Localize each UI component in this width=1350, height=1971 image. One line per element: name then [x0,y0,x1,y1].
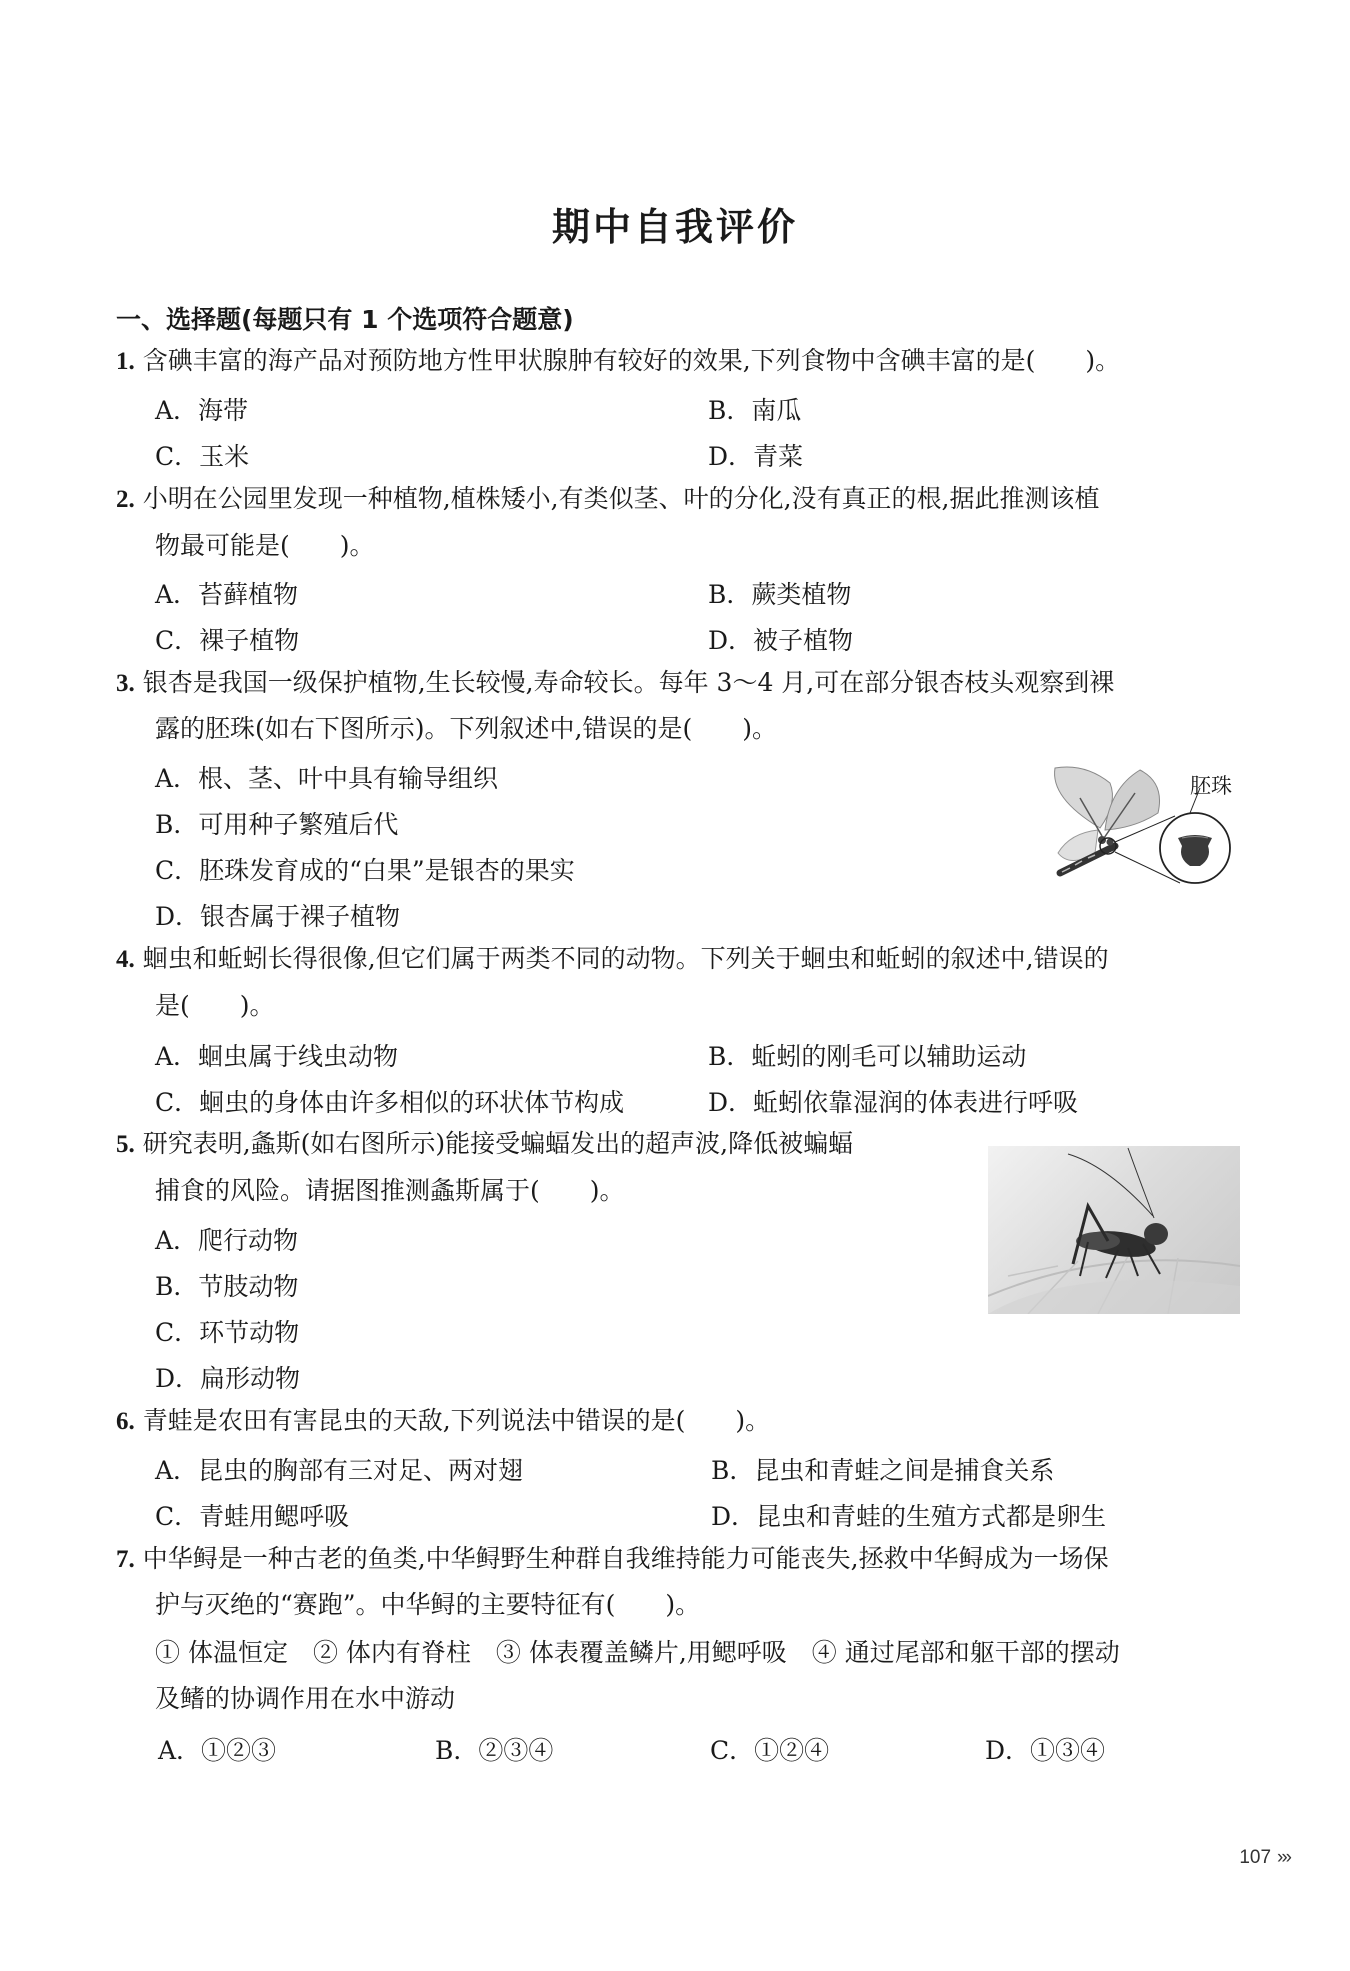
question-number: 3. [116,670,135,697]
page-number: 107 [1239,1847,1272,1868]
option-a[interactable]: A．爬行动物 [155,1226,299,1255]
ginkgo-ovule-figure [1040,758,1240,908]
option-d[interactable]: D．银杏属于裸子植物 [155,902,401,931]
option-a[interactable]: A．根、茎、叶中具有输导组织 [155,764,499,793]
question-text: 中华鲟是一种古老的鱼类,中华鲟野生种群自我维持能力可能丧失,拯救中华鲟成为一场保 [142,1544,1109,1573]
question-number: 1. [116,348,135,375]
option-a[interactable]: A．蛔虫属于线虫动物 [155,1042,399,1071]
option-c[interactable]: C．青蛙用鳃呼吸 [155,1502,350,1531]
option-c[interactable]: C．①②④ [710,1736,830,1765]
option-c[interactable]: C．胚珠发育成的“白果”是银杏的果实 [155,856,575,885]
statement-list-continued: 及鳍的协调作用在水中游动 [155,1684,456,1713]
figure-label-ovule: 胚珠 [1190,774,1232,798]
question-text-line: 是( )。 [155,991,275,1020]
option-b[interactable]: B．蚯蚓的刚毛可以辅助运动 [708,1042,1027,1071]
question-1 [116,345,1120,378]
page-footer [1239,1847,1290,1869]
option-a[interactable]: A．昆虫的胸部有三对足、两对翅 [155,1456,524,1485]
option-b[interactable]: B．蕨类植物 [708,580,852,609]
question-text: 蛔虫和蚯蚓长得很像,但它们属于两类不同的动物。下列关于蛔虫和蚯蚓的叙述中,错误的 [142,944,1109,973]
option-d[interactable]: D．昆虫和青蛙的生殖方式都是卵生 [711,1502,1107,1531]
question-text: 银杏是我国一级保护植物,生长较慢,寿命较长。每年 3～4 月,可在部分银杏枝头观察到裸 [142,668,1115,697]
option-c[interactable]: C．裸子植物 [155,626,300,655]
option-d[interactable]: D．被子植物 [708,626,854,655]
option-b[interactable]: B．②③④ [435,1736,554,1765]
option-b[interactable]: B．南瓜 [708,396,802,425]
statement-list: ① 体温恒定 ② 体内有脊柱 ③ 体表覆盖鳞片,用鳃呼吸 ④ 通过尾部和躯干部的摆动 [155,1638,1120,1667]
question-3 [116,667,1114,700]
option-d[interactable]: D．蚯蚓依靠湿润的体表进行呼吸 [708,1088,1079,1117]
option-d[interactable]: D．①③④ [985,1736,1106,1765]
section-heading: 一、选择题(每题只有 1 个选项符合题意) [116,305,574,334]
option-c[interactable]: C．环节动物 [155,1318,300,1347]
question-number: 5. [116,1131,135,1158]
question-text-line: 物最可能是( )。 [155,531,375,560]
question-text-line: 护与灭绝的“赛跑”。中华鲟的主要特征有( )。 [155,1590,701,1619]
chevron-right-icon: ››› [1277,1847,1290,1868]
option-b[interactable]: B．可用种子繁殖后代 [155,810,399,839]
question-number: 6. [116,1408,135,1435]
page-title: 期中自我评价 [551,205,798,249]
question-text: 小明在公园里发现一种植物,植株矮小,有类似茎、叶的分化,没有真正的根,据此推测该植 [142,484,1100,513]
question-2 [116,483,1100,516]
question-number: 7. [116,1546,135,1573]
question-text: 研究表明,螽斯(如右图所示)能接受蝙蝠发出的超声波,降低被蝙蝠 [142,1129,854,1158]
option-d[interactable]: D．扁形动物 [155,1364,301,1393]
option-b[interactable]: B．节肢动物 [155,1272,299,1301]
question-text-line: 露的胚珠(如右下图所示)。下列叙述中,错误的是( )。 [155,714,777,743]
question-5 [116,1128,853,1161]
option-a[interactable]: A．海带 [155,396,249,425]
question-text-line: 捕食的风险。请据图推测螽斯属于( )。 [155,1176,625,1205]
katydid-photo [988,1146,1240,1314]
katydid-icon [988,1146,1240,1314]
option-d[interactable]: D．青菜 [708,442,804,471]
option-c[interactable]: C．蛔虫的身体由许多相似的环状体节构成 [155,1088,625,1117]
question-7 [116,1543,1109,1576]
option-a[interactable]: A．苔藓植物 [155,580,299,609]
question-text: 含碘丰富的海产品对预防地方性甲状腺肿有较好的效果,下列食物中含碘丰富的是( )。 [142,346,1121,375]
option-a[interactable]: A．①②③ [158,1736,277,1765]
option-c[interactable]: C．玉米 [155,442,250,471]
question-4 [116,943,1109,976]
option-b[interactable]: B．昆虫和青蛙之间是捕食关系 [711,1456,1055,1485]
question-number: 4. [116,946,135,973]
question-text: 青蛙是农田有害昆虫的天敌,下列说法中错误的是( )。 [142,1406,771,1435]
question-number: 2. [116,486,135,513]
question-6 [116,1405,770,1438]
